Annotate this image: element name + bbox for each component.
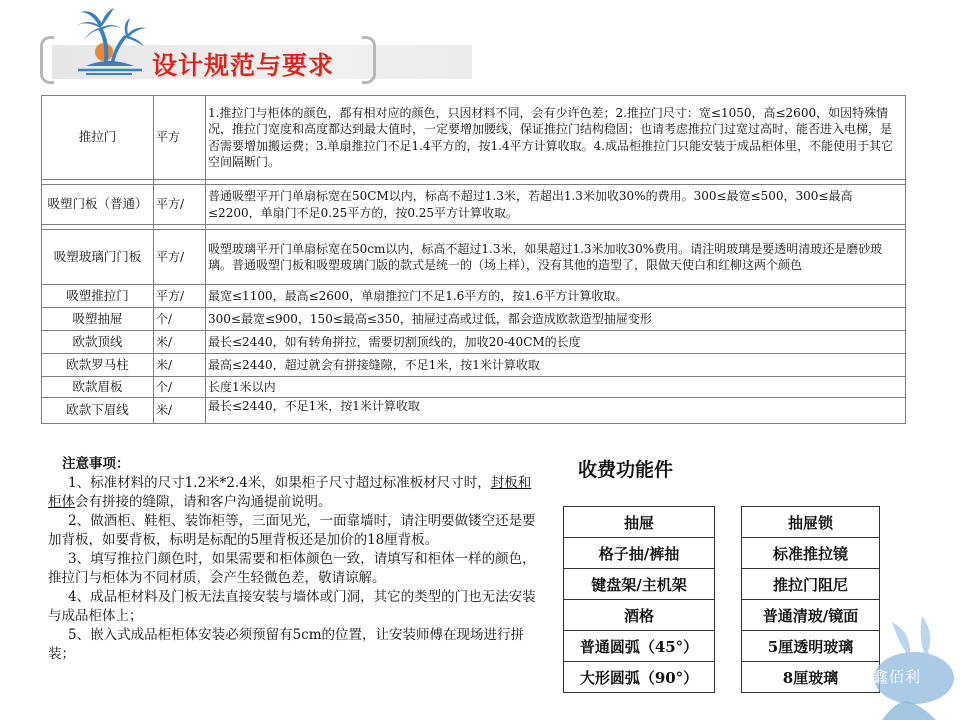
notes-section xyxy=(48,455,542,664)
note-item: 1、标准材料的尺寸1.2米*2.4米，如果柜子尺寸超过标准板材尺寸时，封板和柜体会有拼接的缝隙，请和客户沟通提前说明。 xyxy=(48,475,532,510)
fee-item: 8厘玻璃 xyxy=(742,662,880,693)
table-row xyxy=(42,377,906,398)
spec-item: 吸塑门板（普通） xyxy=(42,185,154,225)
table-row xyxy=(742,507,880,538)
fee-item: 抽屉锁 xyxy=(742,507,880,538)
fee-item: 标准推拉镜 xyxy=(742,538,880,569)
spec-desc: 最高≤2440，超过就会有拼接缝隙，不足1米，按1米计算收取 xyxy=(206,354,906,377)
spec-item: 吸塑玻璃门门板 xyxy=(42,230,154,285)
spec-unit: 平方 xyxy=(154,96,206,180)
fee-item: 普通清玻/镜面 xyxy=(742,600,880,631)
spec-desc: 最长≤2440，如有转角拼拉，需要切割顶线的，加收20-40CM的长度 xyxy=(206,331,906,354)
spec-item: 欧款罗马柱 xyxy=(42,354,154,377)
table-row xyxy=(42,331,906,354)
spec-item: 推拉门 xyxy=(42,96,154,180)
spec-unit: 平方/ xyxy=(154,230,206,285)
fee-section-title: 收费功能件 xyxy=(578,459,674,481)
spec-unit: 平方/ xyxy=(154,185,206,225)
spec-desc: 普通吸塑平开门单扇标宽在50CM以内，标高不超过1.3米，若超出1.3米加收30%的费用。300≤最宽≤500，300≤最高≤2200，单扇门不足0.25平方的，按0.25平方计算收取。 xyxy=(206,185,906,225)
note-item: 2、做酒柜、鞋柜、装饰柜等，三面见光，一面靠墙时，请注明要做镂空还是要加背板，如要背板，标明是标配的5厘背板还是加价的18厘背板。 xyxy=(48,513,536,548)
table-row xyxy=(742,538,880,569)
spec-desc: 1.推拉门与柜体的颜色，都有相对应的颜色，只因材料不同，会有少许色差；2.推拉门尺寸：宽≤1050，高≤2600，如因特殊情况，推拉门宽度和高度都达到最大值时，一定要增加腰线，保证推拉门结构稳固；也请考虑推拉门过宽过高时，能否进入电梯，是否需要增加搬运费；3.单扇推拉门不足1.4平方的，按1.4平方计算收取。4.成品柜推拉门只能安装于成品柜体里，不能使用于其它空间隔断门。 xyxy=(206,96,906,180)
title-bracket-left xyxy=(40,36,54,84)
page-title: 设计规范与要求 xyxy=(152,51,335,80)
table-row xyxy=(42,230,906,285)
spec-item: 欧款眉板 xyxy=(42,377,154,398)
table-row xyxy=(742,569,880,600)
table-row xyxy=(564,569,715,600)
spec-unit: 个/ xyxy=(154,377,206,398)
spec-desc: 300≤最宽≤900，150≤最高≤350，抽屉过高或过低，都会造成欧款造型抽屉变形 xyxy=(206,308,906,331)
fee-item: 酒格 xyxy=(564,600,715,631)
spec-desc: 最长≤2440，不足1米，按1米计算收取 xyxy=(206,398,906,424)
slide-header xyxy=(0,0,960,90)
fee-item: 格子抽/裤抽 xyxy=(564,538,715,569)
fee-item: 大形圆弧（90°） xyxy=(564,662,715,693)
watermark-text: 鑫佰利 xyxy=(873,668,922,686)
spec-unit: 米/ xyxy=(154,354,206,377)
table-row xyxy=(42,96,906,180)
spec-table xyxy=(41,95,906,424)
underlined-text: 封板和柜体 xyxy=(48,475,532,510)
spec-desc: 长度1米以内 xyxy=(206,377,906,398)
table-row xyxy=(564,600,715,631)
table-row xyxy=(564,631,715,662)
table-row xyxy=(564,538,715,569)
spec-item: 吸塑推拉门 xyxy=(42,285,154,308)
spec-unit: 米/ xyxy=(154,331,206,354)
fee-item: 5厘透明玻璃 xyxy=(742,631,880,662)
table-row xyxy=(42,185,906,225)
table-row xyxy=(42,308,906,331)
spec-unit: 平方/ xyxy=(154,285,206,308)
note-item: 5、嵌入式成品柜柜体安装必须预留有5cm的位置，让安装师傅在现场进行拼装； xyxy=(48,627,525,662)
table-row xyxy=(42,285,906,308)
fee-item: 抽屉 xyxy=(564,507,715,538)
note-item: 4、成品柜材料及门板无法直接安装与墙体或门洞，其它的类型的门也无法安装与成品柜体上； xyxy=(48,589,536,624)
table-row xyxy=(42,398,906,424)
table-row xyxy=(42,354,906,377)
palm-island-logo-icon xyxy=(72,6,152,78)
table-row xyxy=(564,507,715,538)
fee-item: 键盘架/主机架 xyxy=(564,569,715,600)
fee-table-left xyxy=(563,506,715,693)
table-row xyxy=(564,662,715,693)
spec-item: 吸塑抽屉 xyxy=(42,308,154,331)
fee-item: 普通圆弧（45°） xyxy=(564,631,715,662)
spec-item: 欧款顶线 xyxy=(42,331,154,354)
spec-desc: 吸塑玻璃平开门单扇标宽在50cm以内，标高不超过1.3米，如果超过1.3米加收30%费用。请注明玻璃是要透明清玻还是磨砂玻璃。普通吸塑门板和吸塑玻璃门版的款式是统一的（场上样），没有其他的造型了，限做天使白和红柳这两个颜色 xyxy=(206,230,906,285)
note-item: 3、填写推拉门颜色时，如果需要和柜体颜色一致，请填写和柜体一样的颜色，推拉门与柜体为不同材质，会产生轻微色差，敬请谅解。 xyxy=(48,551,536,586)
title-bracket-right xyxy=(362,36,376,84)
fee-item: 推拉门阻尼 xyxy=(742,569,880,600)
spec-unit: 个/ xyxy=(154,308,206,331)
spec-item: 欧款下眉线 xyxy=(42,398,154,424)
spec-unit: 米/ xyxy=(154,398,206,424)
spec-desc: 最宽≤1100，最高≤2600，单扇推拉门不足1.6平方的，按1.6平方计算收取。 xyxy=(206,285,906,308)
notes-title: 注意事项： xyxy=(62,456,130,472)
